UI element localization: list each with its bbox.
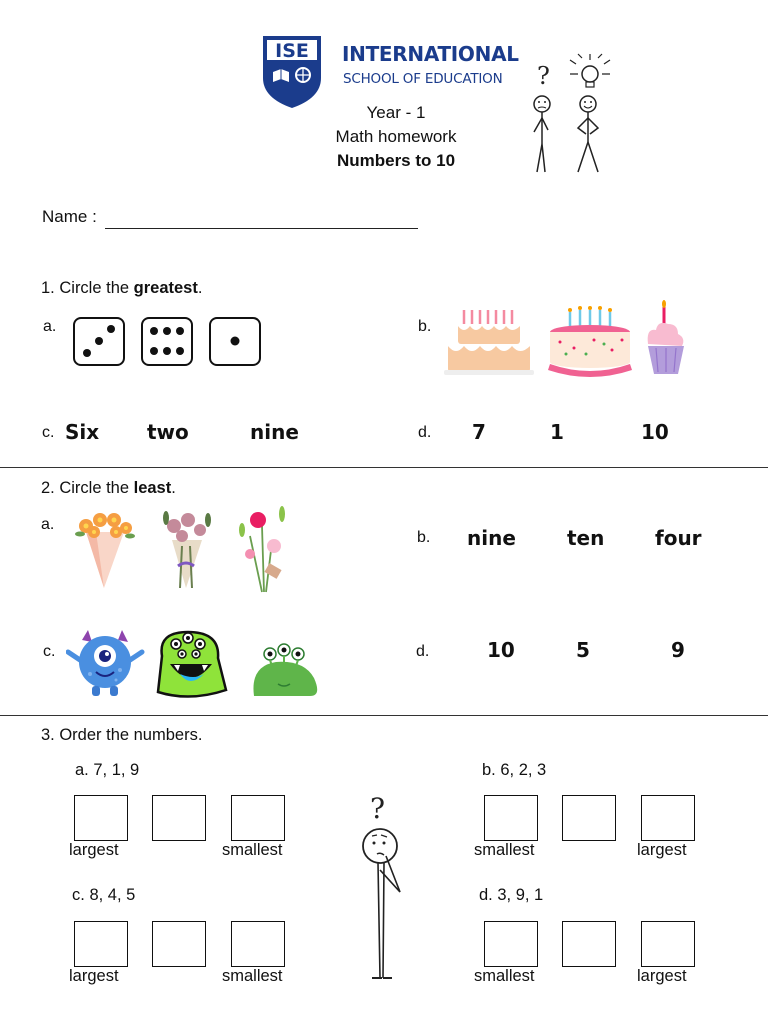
q3a-right-label: smallest — [222, 841, 283, 859]
bouquet-3 — [239, 506, 285, 592]
q1b-label: b. — [418, 318, 432, 335]
svg-text:?: ? — [370, 792, 386, 825]
q3d-box-2[interactable] — [562, 921, 616, 967]
q3c-box-3[interactable] — [231, 921, 285, 967]
q1d-number-1[interactable]: 7 — [472, 420, 486, 444]
q3c-header: c. 8, 4, 5 — [72, 886, 136, 904]
cupcake — [648, 300, 684, 374]
q3d-box-3[interactable] — [641, 921, 695, 967]
q3a-left-label: largest — [69, 841, 119, 859]
q3b-left-label: smallest — [474, 841, 535, 859]
q3b-right-label: largest — [637, 841, 687, 859]
bouquets-group — [72, 496, 302, 596]
q3a-header: a. 7, 1, 9 — [75, 761, 140, 779]
q1c-label: c. — [42, 424, 55, 441]
svg-text:?: ? — [537, 62, 550, 90]
q3a-box-3[interactable] — [231, 795, 285, 841]
crest-text: ISE — [275, 40, 309, 62]
thinking-stick-figures — [520, 52, 620, 176]
question-2-prompt: 2. Circle the least. — [41, 479, 176, 497]
question-3-prompt: 3. Order the numbers. — [41, 726, 203, 744]
q2d-number-2[interactable]: 5 — [576, 638, 590, 662]
q3d-left-label: smallest — [474, 967, 535, 985]
q3b-box-1[interactable] — [484, 795, 538, 841]
q2b-word-2[interactable]: ten — [567, 526, 605, 550]
section-divider-2 — [0, 715, 768, 716]
q3c-left-label: largest — [69, 967, 119, 985]
name-input-line[interactable] — [105, 228, 418, 229]
cake-2 — [548, 306, 632, 377]
q2b-word-3[interactable]: four — [655, 526, 702, 550]
q1d-number-3[interactable]: 10 — [641, 420, 669, 444]
q3b-box-2[interactable] — [562, 795, 616, 841]
cake-1 — [444, 310, 534, 375]
q3d-right-label: largest — [637, 967, 687, 985]
q2d-number-1[interactable]: 10 — [487, 638, 515, 662]
question-1-prompt: 1. Circle the greatest. — [41, 279, 203, 297]
subject-label: Math homework — [335, 127, 457, 146]
dice-group — [72, 316, 264, 368]
q3d-header: d. 3, 9, 1 — [479, 886, 544, 904]
q1d-label: d. — [418, 424, 432, 441]
q2d-label: d. — [416, 643, 430, 660]
q3b-box-3[interactable] — [641, 795, 695, 841]
q1c-word-2[interactable]: two — [147, 420, 189, 444]
q2b-word-1[interactable]: nine — [467, 526, 516, 550]
q3a-box-2[interactable] — [152, 795, 206, 841]
monsters-group — [66, 626, 326, 700]
bouquet-1 — [75, 513, 135, 588]
q3c-box-1[interactable] — [74, 921, 128, 967]
year-label: Year - 1 — [366, 103, 426, 122]
monster-green — [158, 632, 226, 697]
q2c-label: c. — [43, 643, 56, 660]
monster-blob — [253, 644, 317, 696]
q3c-right-label: smallest — [222, 967, 283, 985]
q1a-label: a. — [43, 318, 57, 335]
topic-title: Numbers to 10 — [336, 151, 456, 170]
q2b-label: b. — [417, 529, 431, 546]
school-crest-logo — [261, 34, 323, 110]
q3b-header: b. 6, 2, 3 — [482, 761, 547, 779]
q1c-word-1[interactable]: Six — [65, 420, 100, 444]
cakes-group — [444, 298, 694, 378]
school-name-line2: SCHOOL OF EDUCATION — [343, 71, 503, 87]
name-label: Name : — [42, 207, 97, 226]
q1d-number-2[interactable]: 1 — [550, 420, 564, 444]
q3c-box-2[interactable] — [152, 921, 206, 967]
q3a-box-1[interactable] — [74, 795, 128, 841]
q2a-label: a. — [41, 516, 55, 533]
q2d-number-3[interactable]: 9 — [671, 638, 685, 662]
thinking-stick-figure — [350, 788, 410, 984]
q1c-word-3[interactable]: nine — [250, 420, 299, 444]
section-divider-1 — [0, 467, 768, 468]
school-name-line1: INTERNATIONAL — [342, 42, 519, 66]
q3d-box-1[interactable] — [484, 921, 538, 967]
bouquet-2 — [163, 511, 211, 588]
monster-blue — [68, 630, 142, 696]
